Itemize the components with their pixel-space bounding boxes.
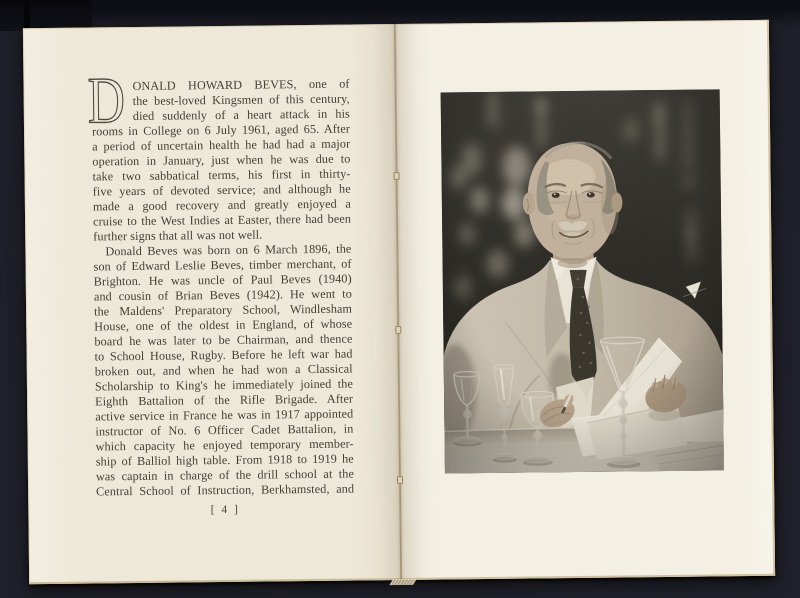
text-line: five years of devoted service; and although he <box>92 181 351 199</box>
paragraph-two <box>93 242 354 500</box>
drop-cap <box>87 64 133 138</box>
inner-page-edges <box>389 579 417 585</box>
text-line: Donald Beves was born on 6 March 1896, the <box>105 241 352 259</box>
text-line: and cousin of Brian Beves (1942). He went to <box>93 286 352 304</box>
text-line: died suddenly of a heart attack in his <box>132 106 350 124</box>
obituary-text <box>87 64 355 518</box>
text-line: Central School of Instruction, Berkhamsted, and <box>96 481 355 499</box>
binding-stitch <box>397 476 403 484</box>
drop-cap-letter: D <box>87 64 126 138</box>
text-line: a period of uncertain health he had had a major <box>92 136 351 154</box>
text-line: ship of Balliol high table. From 1918 to 1919 he <box>95 451 354 469</box>
text-line: take two sabbatical terms, his first in thirty- <box>92 166 351 184</box>
text-line: further signs that all was not well. <box>93 227 263 244</box>
backdrop-top-shadow <box>0 0 92 31</box>
right-page <box>395 20 775 580</box>
text-line: House, one of the oldest in England, of whose <box>94 316 353 334</box>
text-line: cruise to the West Indies at Easter, there had been <box>92 211 352 229</box>
portrait-photo-illustration <box>441 89 724 473</box>
text-line: Scholarship to King's he immediately joined the <box>94 376 354 394</box>
binding-stitch <box>395 326 401 334</box>
text-line: Eighth Battalion of the Rifle Brigade. After <box>95 391 354 409</box>
text-line: made a good recovery and greatly enjoyed a <box>92 196 351 214</box>
text-line: active service in France he was in 1917 appointed <box>95 406 354 424</box>
text-line: son of Edward Leslie Beves, timber merchant, of <box>93 256 352 274</box>
text-line: the Maldens' Preparatory School, Windlesham <box>94 301 353 319</box>
binding-stitch <box>394 172 400 180</box>
text-line: broken out, and when he had won a Classical <box>94 361 353 379</box>
text-line: was captain in charge of the drill school at the <box>95 466 355 484</box>
page-number: [ 4 ] <box>210 503 240 517</box>
left-page <box>23 24 401 584</box>
text-line: which capacity he enjoyed temporary member- <box>95 436 354 454</box>
text-line: to School House, Rugby. Before he left war had <box>94 346 353 364</box>
text-line: instructor of No. 6 Officer Cadet Battalion, in <box>95 421 354 439</box>
text-line: rooms in College on 6 July 1961, aged 65. After <box>91 121 351 139</box>
text-line: operation in January, just when he was due to <box>92 151 351 169</box>
text-line: the best-loved Kingsmen of this century, <box>132 91 350 109</box>
paragraph-one <box>87 64 352 245</box>
text-line: ONALD HOWARD BEVES, one of <box>132 76 350 94</box>
portrait-photo <box>441 89 724 473</box>
text-line: Brighton. He was uncle of Paul Beves (1940) <box>93 271 352 289</box>
text-line: board he was later to be Chairman, and thence <box>94 331 353 349</box>
open-booklet <box>23 20 775 584</box>
